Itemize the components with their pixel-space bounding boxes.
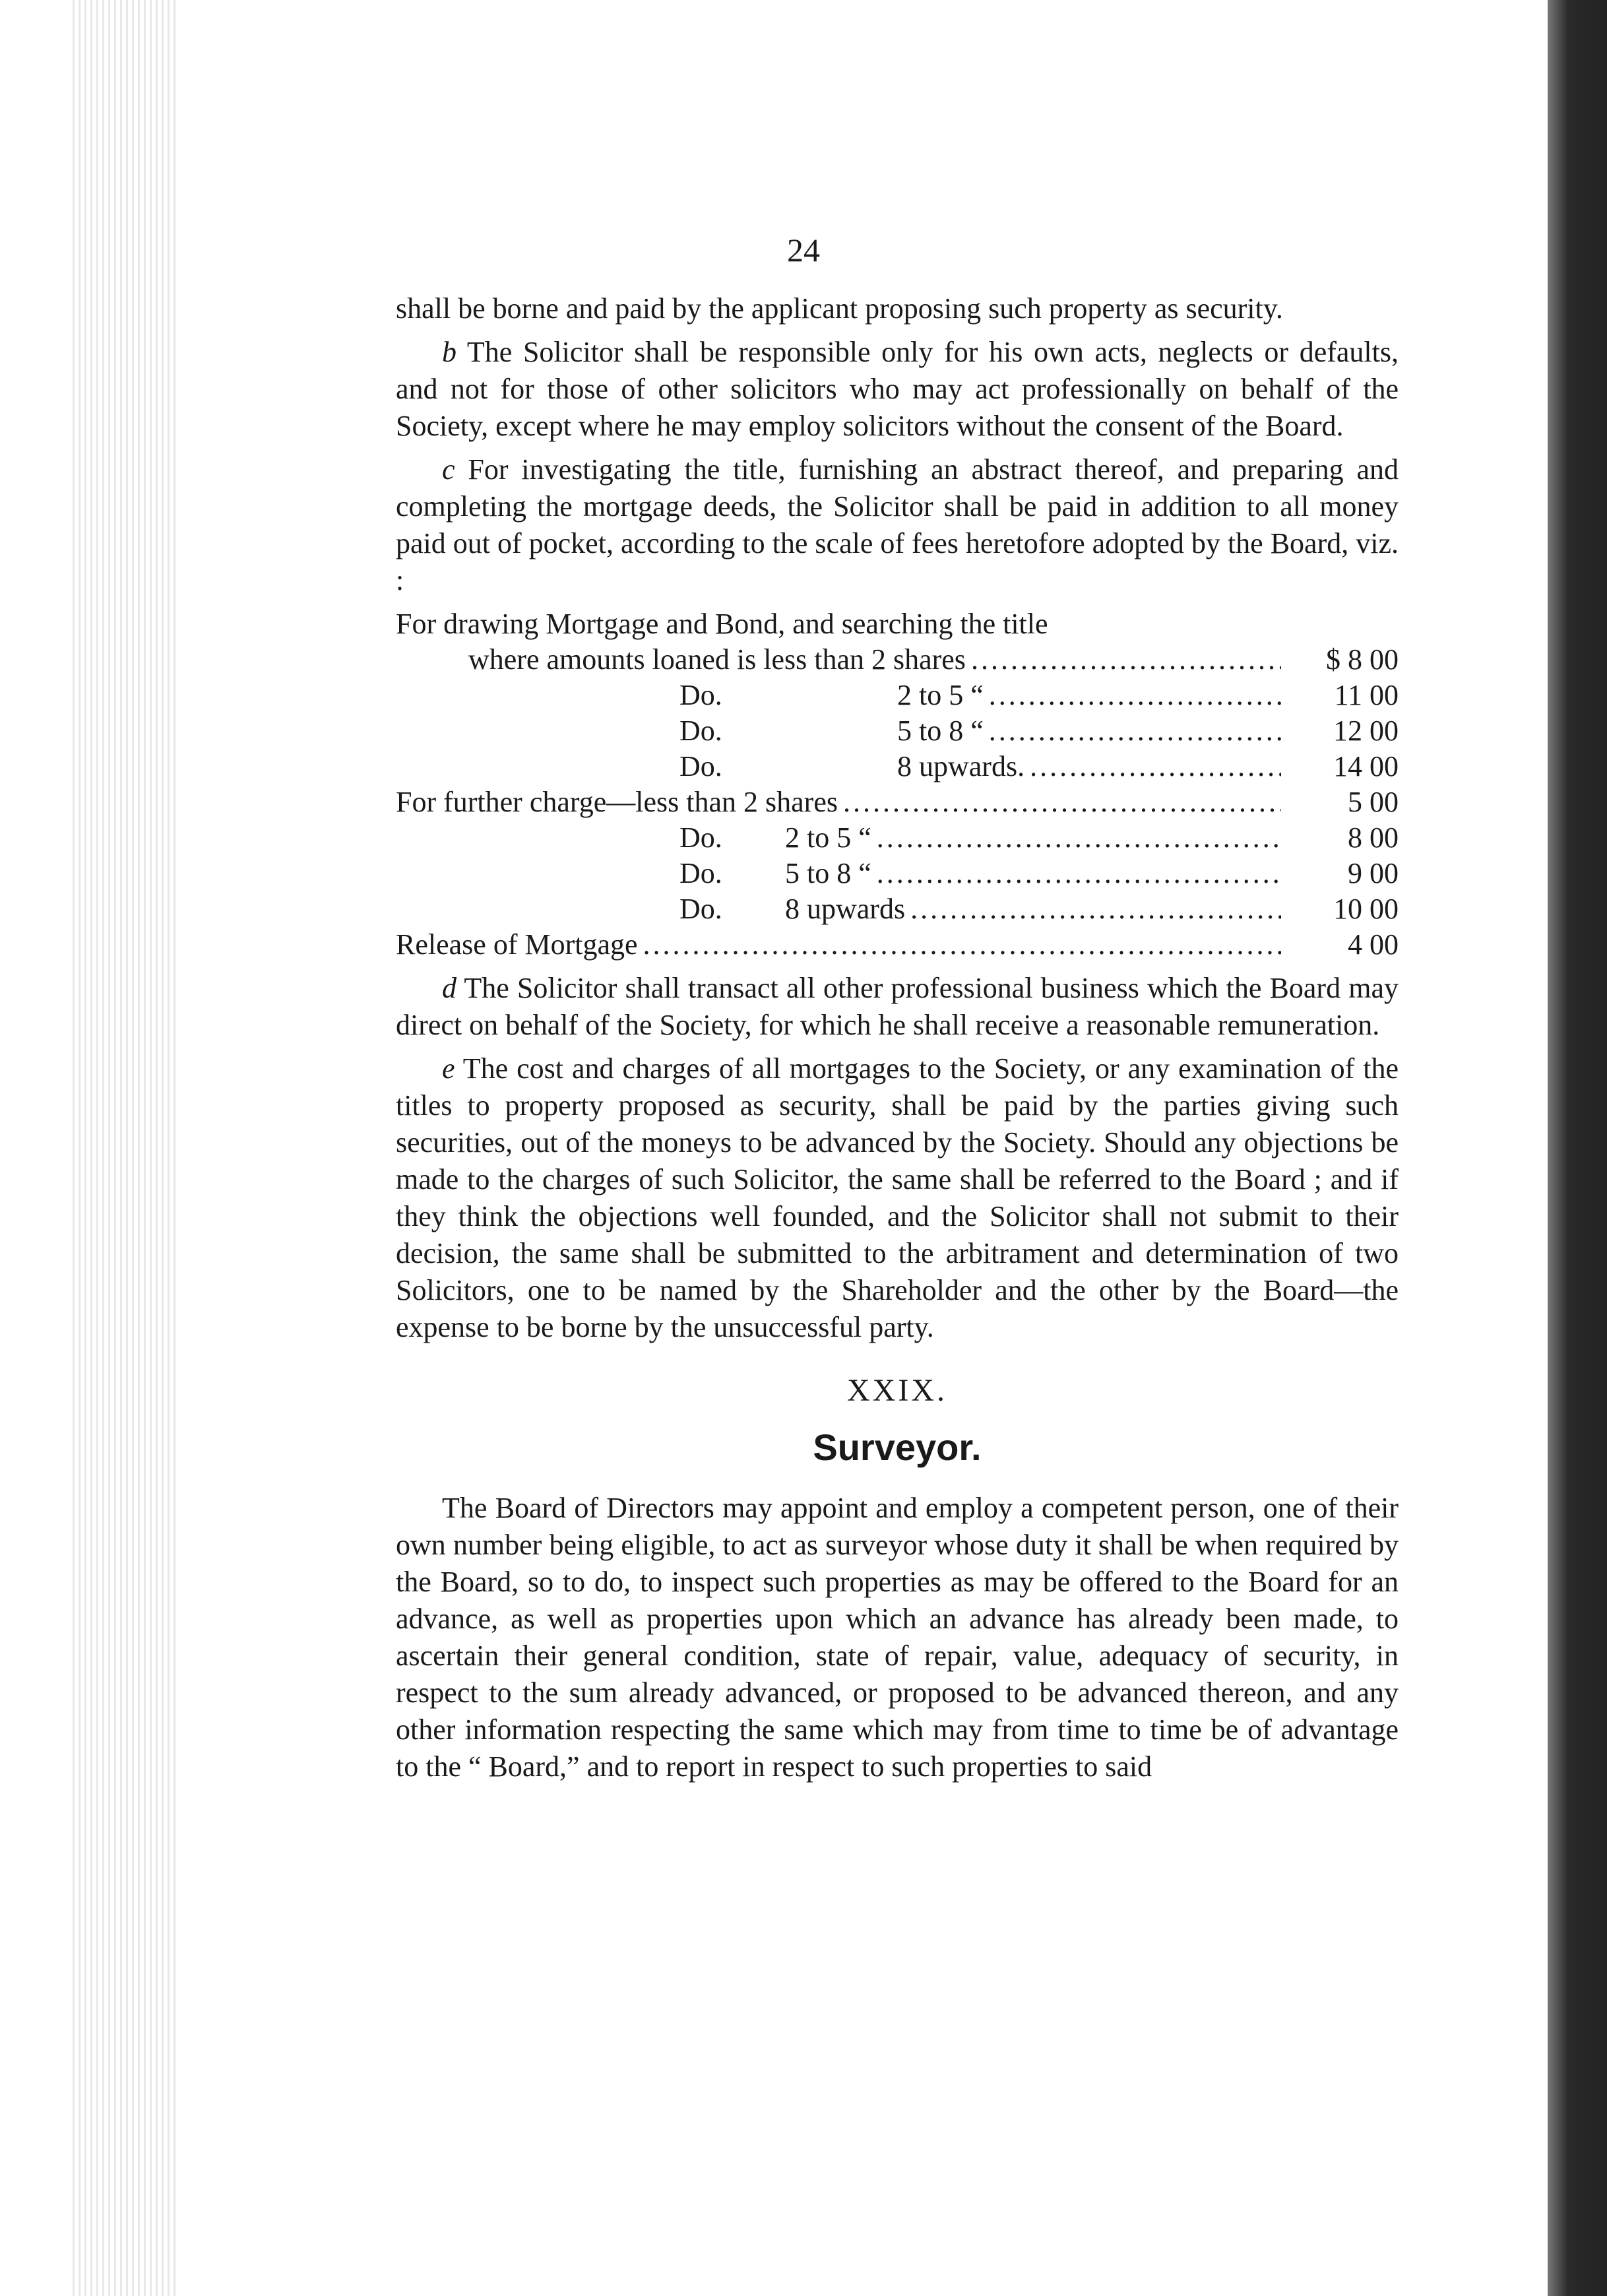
leader-dots	[989, 713, 1281, 749]
fee-condition: 2 to 5 “	[785, 821, 871, 854]
clause-text: For investigating the title, furnishing an abstract thereof, and preparing and completing the mortgage deeds, the Solicitor shall be paid in addition to all money paid out of pocket, according to the scale of fees heretofore adopted by the Board, viz. :	[396, 453, 1399, 596]
leader-dots	[1030, 748, 1281, 785]
fee-row	[396, 855, 1399, 891]
fee-row	[396, 926, 1399, 962]
leader-dots	[989, 677, 1281, 714]
fee-label: Do.	[679, 679, 722, 711]
fee-label: Do.	[679, 893, 722, 925]
fee-condition: 5 to 8 “	[897, 715, 984, 747]
fee-amount: 4 00	[1348, 928, 1399, 961]
page-edges	[73, 0, 178, 2296]
leader-dots	[877, 855, 1281, 892]
clause-d	[396, 970, 1399, 1044]
fee-label: Do.	[679, 857, 722, 889]
clause-marker: c	[442, 453, 455, 486]
fee-label: Do.	[679, 821, 722, 854]
fee-label: For further charge—less than 2 shares	[396, 786, 838, 818]
fee-label: Do.	[679, 750, 722, 782]
fee-row	[396, 677, 1399, 713]
clause-e	[396, 1050, 1399, 1346]
fee-condition: 8 upwards	[785, 893, 906, 925]
fee-row	[396, 641, 1399, 677]
fee-schedule	[396, 606, 1399, 962]
fee-amount: 14 00	[1333, 750, 1399, 782]
fee-amount: 10 00	[1333, 893, 1399, 925]
binding-shadow	[1548, 0, 1607, 2296]
leader-dots	[843, 784, 1281, 821]
fee-amount: 5 00	[1348, 786, 1399, 818]
fee-amount: 12 00	[1333, 715, 1399, 747]
fee-label: where amounts loaned is less than 2 shares	[468, 643, 966, 676]
fee-heading	[396, 606, 1399, 641]
section-text: The Board of Directors may appoint and employ a competent person, one of their own number being eligible, to act as surveyor whose duty it shall be when required by the Board, so to do, to inspect such properties as may be offered to the Board for an advance, as well as properties upon which an advance has already been made, to ascertain their general condition, state of repair, value, adequacy of security, in respect to the sum already advanced, or proposed to be advanced thereon, and any other information respecting the same which may from time to time be of advantage to the “ Board,” and to report in respect to such properties to said	[396, 1492, 1399, 1783]
section-number: XXIX.	[847, 1373, 947, 1408]
leader-dots	[877, 819, 1281, 856]
leader-dots	[643, 926, 1281, 963]
fee-heading-text: For drawing Mortgage and Bond, and searching the title	[396, 608, 1048, 640]
intro-text: shall be borne and paid by the applicant proposing such property as security.	[396, 292, 1283, 325]
fee-row	[396, 748, 1399, 784]
clause-text: The cost and charges of all mortgages to the Society, or any examination of the titles to property proposed as security, shall be paid by the parties giving such securities, out of the moneys to be advanced by the Society. Should any objections be made to the charges of such Solicitor, the same shall be referred to the Board ; and if they think the objections well founded, and the Solicitor shall not submit to their decision, the same shall be submitted to the arbitrament and determination of two Solicitors, one to be named by the Shareholder and the other by the Board—the expense to be borne by the unsuccessful party.	[396, 1052, 1399, 1343]
fee-condition: 8 upwards.	[897, 750, 1025, 782]
clause-marker: e	[442, 1052, 455, 1085]
clause-text: The Solicitor shall transact all other professional business which the Board may direct on behalf of the Society, for which he shall receive a reasonable remuneration.	[396, 972, 1399, 1041]
clause-marker: b	[442, 336, 457, 368]
page-body	[396, 290, 1399, 1792]
clause-text: The Solicitor shall be responsible only for his own acts, neglects or defaults, and not for those of other solicitors who may act professionally on behalf of the Society, except where he may employ solicitors without the consent of the Board.	[396, 336, 1399, 442]
fee-amount: $ 8 00	[1326, 643, 1399, 676]
leader-dots	[910, 891, 1281, 928]
fee-row	[396, 891, 1399, 926]
fee-amount: 8 00	[1348, 821, 1399, 854]
fee-row	[396, 713, 1399, 748]
fee-label: Do.	[679, 715, 722, 747]
fee-label: Release of Mortgage	[396, 928, 638, 961]
fee-row	[396, 819, 1399, 855]
fee-amount: 11 00	[1334, 679, 1399, 711]
clause-c	[396, 451, 1399, 599]
section-title: Surveyor.	[813, 1426, 982, 1468]
fee-condition: 5 to 8 “	[785, 857, 871, 889]
clause-marker: d	[442, 972, 457, 1004]
leader-dots	[971, 641, 1281, 678]
fee-amount: 9 00	[1348, 857, 1399, 889]
clause-b	[396, 334, 1399, 445]
page-number: 24	[787, 232, 820, 269]
fee-row	[396, 784, 1399, 819]
fee-condition: 2 to 5 “	[897, 679, 984, 711]
